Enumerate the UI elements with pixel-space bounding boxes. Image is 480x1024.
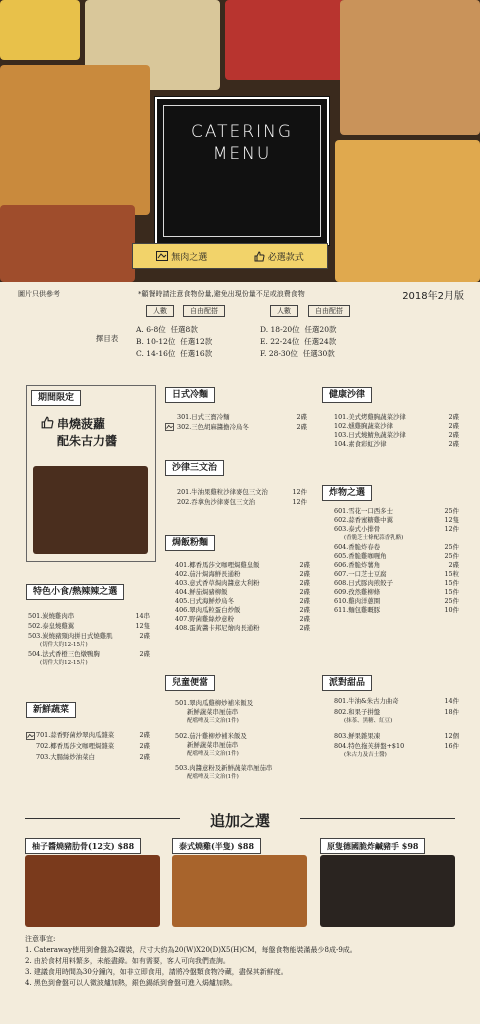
portion-note: *顧餐時請注意食物份量,避免出現份量不足或浪費食物	[138, 290, 305, 298]
menu-item: 610.雞肉洋蔥圈 25件	[334, 597, 459, 605]
hero-photo-collage	[0, 0, 480, 282]
menu-item: 804.特色拖芙拼盤+$10 16件	[334, 742, 459, 750]
cold-title: 日式冷麵	[165, 387, 215, 403]
fried-section	[322, 485, 462, 660]
menu-item: 702.椰香馬莎文咖哩焗雜菜 2碟	[36, 742, 150, 750]
note-line-4: 4. 黑色到會盤可以人微波爐加熱，銀色錫紙到會盤可進入焗爐加熱。	[25, 979, 237, 987]
set-row-f: F. 28-30位 任選30款	[260, 349, 335, 358]
menu-item: 607.一口芝士豆腐 15粒	[334, 570, 459, 578]
legend-meat-free	[156, 250, 207, 263]
meat-free-icon	[156, 251, 168, 261]
limited-title: 期間限定	[31, 390, 81, 406]
header-choice-1: 自由配搭	[183, 305, 225, 317]
cold-noodle-section	[165, 390, 313, 445]
menu-item: 101.美式烤雞胸蔬菜沙律 2碟	[334, 413, 459, 421]
set-row-e: E. 22-24位 任選24款	[260, 337, 337, 346]
menu-item: 703.大腸絲炒油菜白 2碟	[36, 753, 150, 761]
info-bar	[0, 287, 480, 301]
extra-item-1-label: 柚子醬燒豬肋骨(12支) $88	[25, 838, 141, 854]
header-people-1: 人數	[146, 305, 174, 317]
menu-item: 102.燻雞胸蔬菜沙律 2碟	[334, 422, 459, 430]
menu-item: 502.泰皇燒雞翼 12隻	[28, 622, 150, 630]
thumbs-up-icon	[41, 416, 54, 429]
dessert-title: 派對甜品	[322, 675, 372, 691]
menu-item: 103.日式燒鯖魚蔬菜沙律 2碟	[334, 431, 459, 439]
food-photo-pork-knuckle	[320, 855, 455, 927]
menu-item: 104.素食彩虹沙律 2碟	[334, 440, 459, 448]
food-photo-drinks	[0, 0, 80, 60]
notes-section	[25, 934, 357, 989]
menu-item: 503.肉醬意粉及新鮮蔬菜串厘茄串	[175, 764, 273, 772]
catering-menu-logo	[155, 97, 329, 245]
sandwich-section	[165, 460, 313, 520]
menu-item-line: 新鮮蔬菜串厘茄串	[187, 708, 239, 716]
food-photo-pastries	[335, 140, 480, 282]
menu-item: 502.茄汁雞柳炒補米飯及	[175, 732, 247, 740]
reference-note: 圖片只供參考	[18, 290, 60, 298]
menu-item: 408.蛋黃醬卡邦尼燴肉長通粉 2碟	[175, 624, 310, 632]
menu-item: 605.香脆雞咖喱角 25件	[334, 552, 459, 560]
dessert-section	[322, 675, 462, 770]
sandwich-title: 沙律三文治	[165, 460, 224, 476]
menu-item: 302.三色胡麻醬擔冷烏冬 2碟	[177, 423, 307, 431]
legend-recommended	[254, 250, 304, 263]
veg-section	[26, 702, 154, 777]
menu-item: 603.泰式小排骨 12件	[334, 525, 459, 533]
snack-title: 特色小食/熱辣辣之選	[26, 584, 124, 600]
food-photo-pork-ribs	[25, 855, 160, 927]
logo-title	[157, 121, 327, 165]
legend-meat-free-label: 無肉之選	[171, 252, 208, 263]
kids-title: 兒童便當	[165, 675, 215, 691]
menu-item: 601.雪花一口西多士 25件	[334, 507, 459, 515]
menu-item: 803.鮮果雜果凍 12個	[334, 732, 459, 740]
menu-item: 611.麵包雞嘅豚 10件	[334, 606, 459, 614]
menu-item: 407.野菌雞絲炒意粉 2碟	[175, 615, 310, 623]
menu-item-note: 配噹啤及三文治(1件)	[187, 751, 239, 757]
menu-item: 404.鮮茄焗豬柳飯 2碟	[175, 588, 310, 596]
menu-item: 802.和果子拼盤 18件	[334, 708, 459, 716]
food-photo-chicken	[340, 0, 480, 135]
menu-item-note: (切件大約12-15片)	[40, 642, 88, 648]
fried-title: 炸物之選	[322, 485, 372, 501]
veg-title: 新鮮蔬菜	[26, 702, 76, 718]
legend-recommended-label: 必選款式	[267, 252, 304, 263]
set-selection-table	[88, 305, 388, 370]
food-photo-kids-box	[0, 205, 135, 282]
logo-title-line2: MENU	[212, 144, 272, 164]
menu-item: 401.椰香馬莎文咖哩焗雞皇飯 2碟	[175, 561, 310, 569]
extras-title: 追加之選	[209, 812, 270, 830]
menu-item: 801.牛油&朱古力曲奇 14件	[334, 697, 459, 705]
food-photo-thai-chicken	[172, 855, 307, 927]
header-choice-2: 自由配搭	[308, 305, 350, 317]
note-line-1: 1. Cateraway使用到會盤為2碟裝，尺寸大約為20(W)X20(D)X5(H)CM，每盤食物能裝滿最少8成-9成。	[25, 946, 357, 954]
menu-item: 606.香脆炸薯角 2碟	[334, 561, 459, 569]
menu-item: 503.炭燒豬頸肉拼日式燒雞肌 2碟	[28, 632, 150, 640]
menu-item: 609.孜然雞柳條 15件	[334, 588, 459, 596]
food-photo-pineapple-skewers	[33, 466, 148, 554]
food-photo-fried	[0, 65, 150, 215]
food-photo-berries	[225, 0, 345, 80]
rice-noodle-section	[165, 535, 313, 660]
menu-item-note: (抹茶、黑糖、紅豆)	[344, 718, 393, 724]
menu-item-note: 配噹啤及三文治(1件)	[187, 718, 239, 724]
snack-section	[26, 584, 154, 679]
set-row-a: A. 6-8位 任選8款	[136, 325, 198, 334]
kids-section	[165, 675, 313, 795]
rice-title: 焗飯粉麵	[165, 535, 215, 551]
set-row-c: C. 14-16位 任選16款	[136, 349, 213, 358]
set-row-d: D. 18-20位 任選20款	[260, 325, 337, 334]
header-people-2: 人數	[270, 305, 298, 317]
menu-item-note: (朱古力及吉士醬)	[344, 752, 387, 758]
menu-item-note: 配噹啤及三文治(1件)	[187, 774, 239, 780]
menu-item: 301.日式三寶冷麵 2碟	[177, 413, 307, 421]
thumbs-up-icon	[254, 251, 265, 262]
menu-item-note: (香脆芝士條配蒜香乳酪)	[344, 535, 404, 541]
extra-item-3-label: 原隻德國脆炸鹹豬手 $98	[320, 838, 425, 854]
legend-bar	[132, 243, 328, 269]
menu-item: 402.茄汁焗海鮮長通粉 2碟	[175, 570, 310, 578]
menu-item: 602.蒜香蜜糖雞中翼 12隻	[334, 516, 459, 524]
menu-item: 403.意式香草焗肉醬意大利粉 2碟	[175, 579, 310, 587]
menu-item: 202.吞拿魚沙律麥包三文治 12件	[177, 498, 307, 506]
notes-title: 注意事宜:	[25, 935, 56, 943]
meat-free-icon	[165, 423, 174, 431]
note-line-2: 2. 由於食材用料繁多，未能盡錄。如有需要，客人可向我們查詢。	[25, 957, 230, 965]
set-row-b: B. 10-12位 任選12款	[136, 337, 213, 346]
menu-edition-date: 2018年2月版	[402, 291, 464, 302]
menu-item: 406.翠肉瓜粒蛋白炒飯 2碟	[175, 606, 310, 614]
limited-feature-line1: 串燒菠蘿	[57, 417, 106, 431]
healthy-title: 健康沙律	[322, 387, 372, 403]
menu-item: 201.牛油果雞粒沙律麥包三文治 12件	[177, 488, 307, 496]
extra-item-2-label: 泰式燒雞(半隻) $88	[172, 838, 261, 854]
note-line-3: 3. 建議食用時間為30分鐘內，如非立即食用，請將冷盤類食物冷藏，盡保其新鮮度。	[25, 968, 288, 976]
logo-title-line1: CATERING	[190, 122, 294, 142]
menu-item: 504.法式香橙三色燉鴨胸 2碟	[28, 650, 150, 658]
meat-free-icon	[26, 732, 35, 740]
menu-item-line: 新鮮蔬菜串厘茄串	[187, 741, 239, 749]
menu-item: 501.炭燒雞肉串 14串	[28, 612, 150, 620]
menu-item: 405.日式海鮮炒烏冬 2碟	[175, 597, 310, 605]
set-table-label: 擇目表	[95, 334, 119, 343]
menu-item: 701.蒜香野菌炒翠肉瓜雜菜 2碟	[36, 731, 150, 739]
healthy-salad-section	[322, 390, 462, 455]
menu-item-note: (切件大約12-15片)	[40, 660, 88, 666]
limited-feature-line2: 配朱古力醬	[57, 434, 118, 448]
menu-item: 501.翠肉瓜雞柳炒補米飯及	[175, 699, 254, 707]
limited-section	[26, 385, 156, 562]
menu-item: 604.香脆炸春卷 25件	[334, 543, 459, 551]
menu-item: 608.日式豚肉煎餃子 15件	[334, 579, 459, 587]
